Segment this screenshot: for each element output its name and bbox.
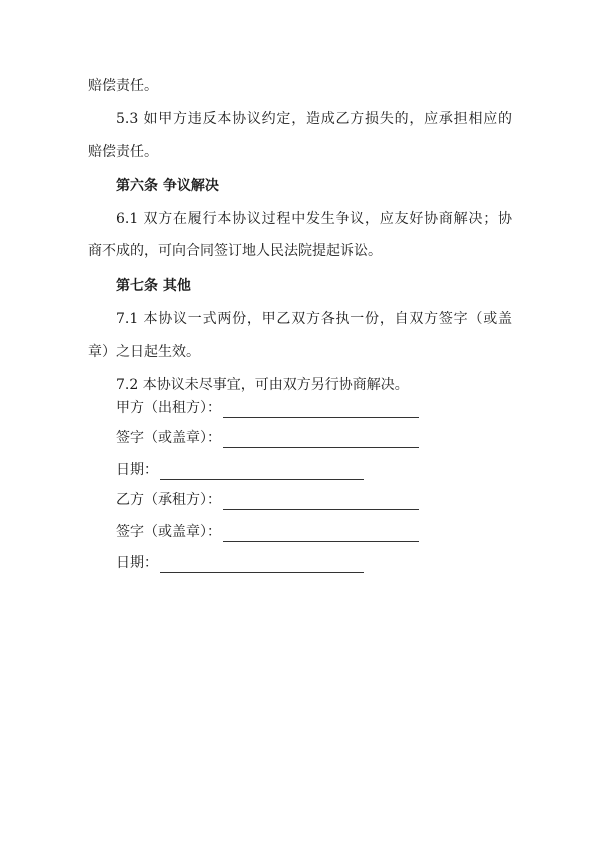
party-a-date-label: 日期： — [116, 462, 158, 478]
clause-7-2: 7.2 本协议未尽事宜，可由双方另行协商解决。 — [116, 377, 409, 393]
party-b-row — [116, 490, 419, 510]
party-a-date-row — [116, 460, 364, 480]
clause-6-heading: 第六条 争议解决 — [116, 178, 219, 194]
party-a-row — [116, 398, 419, 418]
clause-6-1-line-1 — [116, 209, 512, 229]
party-b-date-row — [116, 553, 364, 573]
party-a-sign-label: 签字（或盖章）： — [116, 430, 221, 446]
clause-7-heading: 第七条 其他 — [116, 278, 191, 294]
clause-5-3-line-2: 赔偿责任。 — [88, 144, 158, 160]
party-b-date-label: 日期： — [116, 555, 158, 571]
party-b-sign-blank[interactable] — [223, 526, 419, 542]
clause-6-1-text-1: 6.1 双方在履行本协议过程中发生争议，应友好协商解决；协 — [116, 211, 512, 227]
clause-5-3-text-1: 5.3 如甲方违反本协议约定，造成乙方损失的，应承担相应的 — [116, 111, 512, 127]
party-a-blank[interactable] — [223, 402, 419, 418]
clause-7-1-line-2: 章）之日起生效。 — [88, 344, 200, 360]
party-a-sign-blank[interactable] — [223, 432, 419, 448]
clause-5-3-line-1 — [116, 109, 512, 129]
clause-7-1-line-1 — [116, 309, 512, 329]
party-b-sign-label: 签字（或盖章）： — [116, 524, 221, 540]
party-b-label: 乙方（承租方）： — [116, 492, 221, 508]
party-b-date-blank[interactable] — [160, 557, 364, 573]
party-a-date-blank[interactable] — [160, 464, 364, 480]
clause-6-1-line-2: 商不成的，可向合同签订地人民法院提起诉讼。 — [88, 243, 382, 259]
party-b-blank[interactable] — [223, 494, 419, 510]
party-b-sign-row — [116, 522, 419, 542]
clause-7-1-text-1: 7.1 本协议一式两份，甲乙双方各执一份，自双方签字（或盖 — [116, 311, 512, 327]
clause5-text-tail: 赔偿责任。 — [88, 78, 158, 94]
party-a-sign-row — [116, 428, 419, 448]
party-a-label: 甲方（出租方）： — [116, 400, 221, 416]
